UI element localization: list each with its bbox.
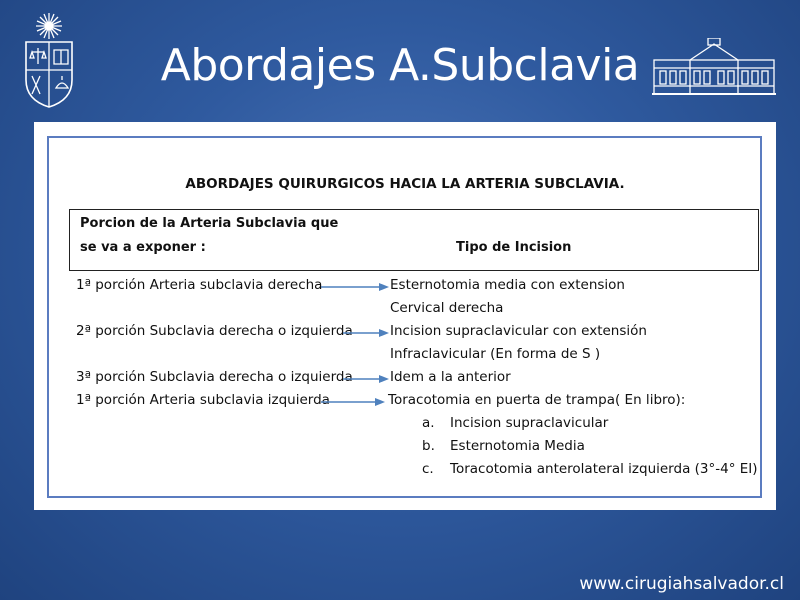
footer-url: www.cirugiahsalvador.cl: [579, 574, 784, 594]
sublist-item-b: Esternotomia Media: [450, 438, 585, 454]
row-1-portion: 1ª porción Arteria subclavia derecha: [76, 277, 323, 293]
building-facade-icon: [652, 38, 776, 96]
row-3-portion: 3ª porción Subclavia derecha o izquierda: [76, 369, 353, 385]
row-3-incision-line1: Idem a la anterior: [390, 369, 511, 385]
row-3-arrow-icon: [343, 374, 391, 384]
row-4-arrow-icon: [321, 397, 387, 407]
header-portion-line1: Porcion de la Arteria Subclavia que: [80, 216, 339, 231]
sublist-marker-c: c.: [422, 461, 434, 477]
row-4-incision-line1: Toracotomia en puerta de trampa( En libro):: [388, 392, 686, 408]
row-1-incision-line2: Cervical derecha: [390, 300, 504, 316]
header-portion-line2: se va a exponer :: [80, 240, 206, 255]
row-2-portion: 2ª porción Subclavia derecha o izquierda: [76, 323, 353, 339]
row-1-arrow-icon: [321, 282, 391, 292]
row-4-portion: 1ª porción Arteria subclavia izquierda: [76, 392, 330, 408]
row-2-incision-line2: Infraclavicular (En forma de S ): [390, 346, 601, 362]
sublist-marker-a: a.: [422, 415, 435, 431]
sublist-item-a: Incision supraclavicular: [450, 415, 609, 431]
row-2-arrow-icon: [343, 328, 391, 338]
header-incision-type: Tipo de Incision: [456, 240, 572, 255]
sublist-item-c: Toracotomia anterolateral izquierda (3°-4° EI): [450, 461, 758, 477]
sublist-marker-b: b.: [422, 438, 435, 454]
document-heading: ABORDAJES QUIRURGICOS HACIA LA ARTERIA SUBCLAVIA.: [185, 176, 625, 192]
row-1-incision-line1: Esternotomia media con extension: [390, 277, 625, 293]
university-crest-icon: [18, 10, 80, 110]
slide-title: Abordajes A.Subclavia: [160, 40, 640, 91]
content-panel: [34, 122, 776, 510]
row-2-incision-line1: Incision supraclavicular con extensión: [390, 323, 647, 339]
